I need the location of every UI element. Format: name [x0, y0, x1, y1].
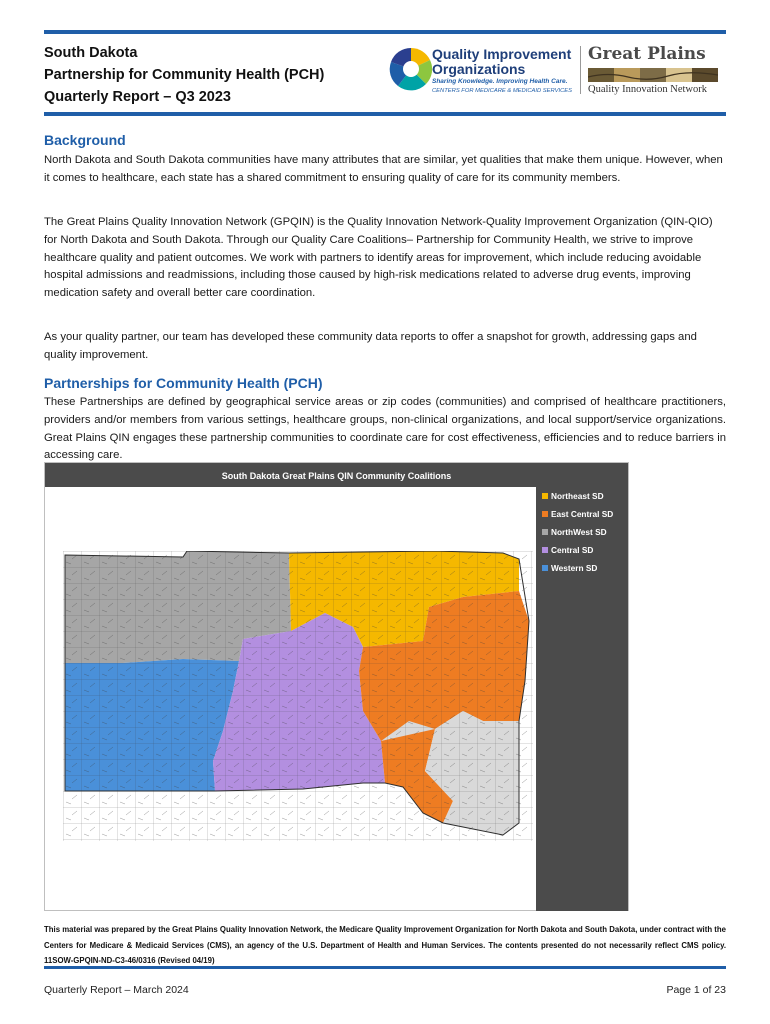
background-paragraph-2: The Great Plains Quality Innovation Network (GPQIN) is the Quality Innovation Network-Quality Improvement Organization (QIN-QIO) for North Dakota and South Dakota. Through our Quality Care Coalitions– Partnership for Community Health, we strive to improve healthcare quality and patient outcomes. We work with partners to identify areas for improvement, which include reducing avoidable hospital admissions and readmissions, including those caused by high-risk medications related to adverse drug events, improving medication safety and overall better care coordination. — [44, 216, 713, 300]
legend-label: Northeast SD — [551, 491, 604, 501]
coalition-map-panel — [44, 462, 629, 911]
gp-subtitle: Quality Innovation Network — [588, 84, 707, 95]
title-line-period: Quarterly Report – Q3 2023 — [44, 89, 231, 105]
bottom-rule — [44, 966, 726, 969]
qio-circle-icon — [386, 44, 436, 94]
pch-paragraph: These Partnerships are defined by geographical service areas or zip codes (communities) and comprised of healthcare practitioners, providers and/or members from various settings, healthcare groups, non-clinical organizations, and local support/service organizations. Great Plains QIN engages these partnership communities to coordinate care for cost effectiveness, efficiencies and to reduce barriers in accessing care. — [44, 396, 726, 462]
legend-item-northeast — [542, 491, 604, 501]
landscape-band-icon — [588, 68, 718, 82]
title-line-state: South Dakota — [44, 45, 138, 61]
qio-line2: Organizations — [432, 61, 526, 77]
title-line-program: Partnership for Community Health (PCH) — [44, 67, 325, 83]
legend-label: NorthWest SD — [551, 527, 607, 537]
legend-swatch — [542, 565, 548, 571]
header-rule — [44, 112, 726, 116]
legend-swatch — [542, 511, 548, 517]
legend-label: Central SD — [551, 545, 594, 555]
footer-report-label: Quarterly Report – March 2024 — [44, 984, 189, 996]
funding-disclaimer: This material was prepared by the Great Plains Quality Innovation Network, the Medicare Quality Improvement Organization for North Dakota and South Dakota, under contract with the Centers for Medicare & Medicaid Services (CMS), an agency of the U.S. Department of Health and Human Services. The contents presented do not necessarily reflect CMS policy. 11SOW-GPQIN-ND-C3-46/0316 (Revised 04/19) — [44, 925, 726, 965]
qio-cms: CENTERS FOR MEDICARE & MEDICAID SERVICES — [432, 88, 573, 94]
gpqin-logo — [586, 44, 726, 100]
legend-item-central — [542, 545, 593, 555]
background-paragraph-3: As your quality partner, our team has developed these community data reports to offer a snapshot for growth, addressing gaps and quality improvement. — [44, 331, 697, 361]
south-dakota-map — [63, 551, 533, 841]
qio-logo — [386, 44, 576, 98]
background-heading: Background — [44, 132, 126, 148]
background-paragraph-1: North Dakota and South Dakota communities have many attributes that are similar, yet qualities that make them unique. However, when it comes to healthcare, each state has a shared commitment to ensuring quality of care for its community members. — [44, 154, 723, 184]
pch-heading: Partnerships for Community Health (PCH) — [44, 375, 323, 391]
legend-swatch — [542, 493, 548, 499]
logo-divider — [580, 46, 581, 94]
legend-swatch — [542, 529, 548, 535]
qio-tagline: Sharing Knowledge. Improving Health Care. — [432, 78, 568, 85]
legend-label: East Central SD — [551, 509, 614, 519]
report-title — [44, 42, 374, 108]
legend-item-east-central — [542, 509, 613, 519]
top-rule — [44, 30, 726, 34]
gp-title: Great Plains — [588, 44, 706, 64]
page-number: Page 1 of 23 — [666, 984, 726, 996]
legend-swatch — [542, 547, 548, 553]
qio-name — [432, 47, 571, 77]
qio-line1: Quality Improvement — [432, 46, 572, 62]
legend-label: Western SD — [551, 563, 598, 573]
legend-item-northwest — [542, 527, 607, 537]
legend-item-western — [542, 563, 597, 573]
map-title: South Dakota Great Plains QIN Community Coalitions — [45, 463, 628, 487]
